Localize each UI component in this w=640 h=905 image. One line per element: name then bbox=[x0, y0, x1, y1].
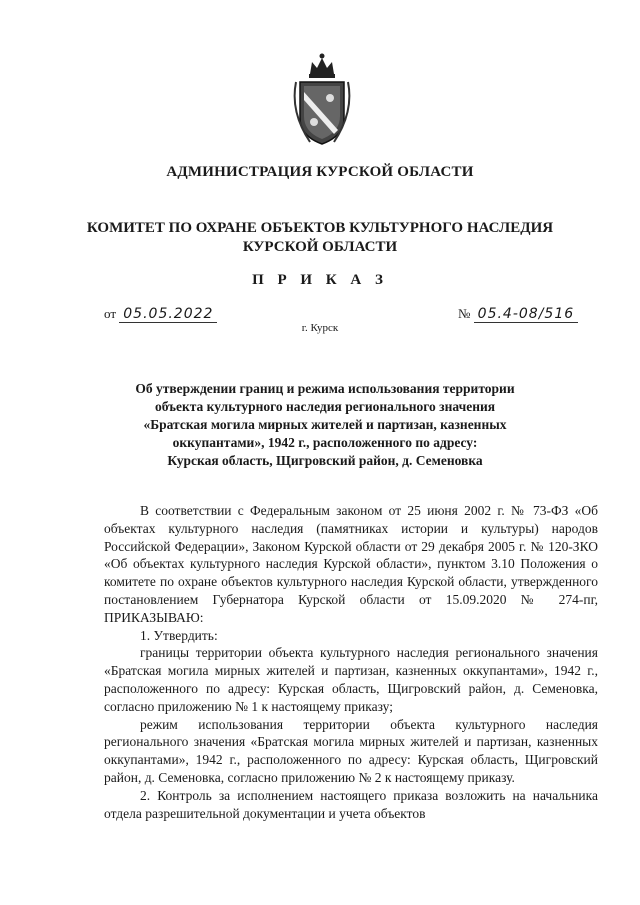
body-paragraph-control: 2. Контроль за исполнением настоящего приказа возложить на начальника отдела разрешительной документации и учета объектов bbox=[104, 787, 598, 821]
city-label: г. Курск bbox=[301, 322, 339, 334]
body-paragraph-boundaries: границы территории объекта культурного наследия регионального значения «Братская могила мирных жителей и партизан, казненных оккупантами», 1942 г., расположенного по адресу: Курская область, Щигровский район, д. Семеновка, согласно приложению № 1 к настоящему приказу; bbox=[104, 645, 598, 714]
body-paragraph-regime: режим использования территории объекта культурного наследия регионального значения «Братская могила мирных жителей и партизан, казненных оккупантами», 1942 г., расположенного по адресу: Курская область, Щигровский район, д. Семеновка, согласно приложению № 2 к настоящему приказу. bbox=[104, 716, 598, 785]
committee-heading-line-2: КУРСКОЙ ОБЛАСТИ bbox=[242, 239, 398, 255]
body-paragraph-approve: 1. Утвердить: bbox=[140, 627, 218, 643]
handwritten-date: 05.05.2022 bbox=[119, 306, 217, 323]
order-date bbox=[104, 306, 217, 322]
committee-heading-line-1: КОМИТЕТ ПО ОХРАНЕ ОБЪЕКТОВ КУЛЬТУРНОГО НАСЛЕДИЯ bbox=[86, 220, 554, 236]
subject-line-3: «Братская могила мирных жителей и партизан, казненных bbox=[143, 417, 507, 432]
order-title: П Р И К А З bbox=[252, 272, 388, 288]
kursk-oblast-coat-of-arms-icon bbox=[290, 52, 354, 148]
subject-line-4: оккупантами», 1942 г., расположенного по адресу: bbox=[172, 435, 478, 450]
order-subject bbox=[90, 380, 560, 470]
number-prefix: № bbox=[458, 306, 471, 321]
order-number bbox=[458, 306, 578, 322]
order-body bbox=[104, 502, 598, 822]
administration-heading: АДМИНИСТРАЦИЯ КУРСКОЙ ОБЛАСТИ bbox=[166, 164, 474, 180]
subject-line-1: Об утверждении границ и режима использования территории bbox=[135, 381, 515, 396]
subject-line-2: объекта культурного наследия регионального значения bbox=[154, 399, 496, 414]
subject-line-5: Курская область, Щигровский район, д. Семеновка bbox=[167, 453, 483, 468]
committee-heading bbox=[0, 219, 640, 257]
handwritten-number: 05.4-08/516 bbox=[474, 306, 578, 323]
body-paragraph-preamble: В соответствии с Федеральным законом от 25 июня 2002 г. № 73-ФЗ «Об объектах культурного наследия (памятниках истории и культуры) народов Российской Федерации», Законом Курской области от 29 декабря 2005 г. № 120-ЗКО «Об объектах культурного наследия Курской области», пунктом 3.10 Положения о комитете по охране объектов культурного наследия Курской области, утвержденного постановлением Губернатора Курской области от 15.09.2020 № 274-пг, ПРИКАЗЫВАЮ: bbox=[104, 503, 598, 625]
date-prefix: от bbox=[104, 306, 117, 321]
